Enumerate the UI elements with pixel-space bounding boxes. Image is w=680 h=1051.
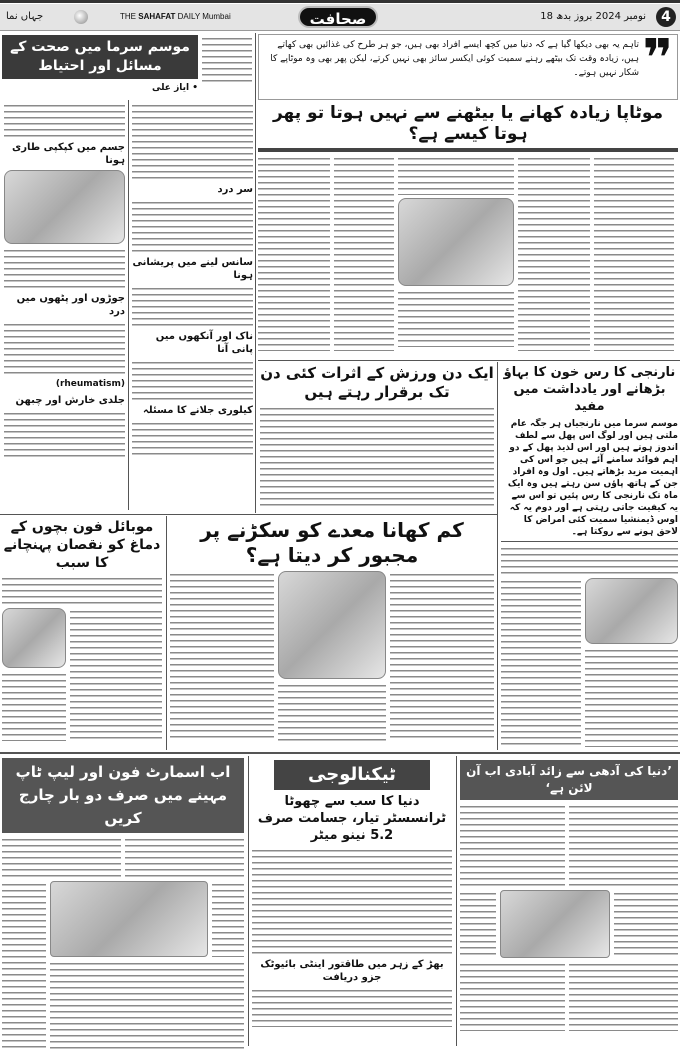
- winter-health-headline: موسم سرما میں صحت کے مسائل اور احتیاط: [2, 35, 198, 79]
- body-text: [569, 803, 678, 887]
- body-text: [501, 578, 581, 748]
- issue-date: 18 نومبر 2024 بروز بدھ: [540, 11, 646, 22]
- body-text: [252, 847, 452, 955]
- body-text: [594, 155, 674, 351]
- technology-label: ٹیکنالوجی: [274, 760, 430, 790]
- winter-column-b: [132, 102, 253, 456]
- online-photo-row: [460, 890, 678, 958]
- subhead: سر درد: [217, 184, 253, 195]
- juice-photo: [585, 578, 678, 644]
- online-bottom: [460, 961, 678, 1031]
- page-number: 4: [656, 7, 676, 27]
- body-text: [278, 682, 386, 741]
- mobile-kids-left: [2, 608, 66, 741]
- body-text: [125, 836, 244, 878]
- obesity-middle: [398, 155, 514, 351]
- column-rule: [255, 33, 256, 513]
- mobile-kids-headline: موبائل فون بچوں کے دماغ کو نقصان پہنچانے کا سبب: [3, 519, 161, 571]
- charging-top: [2, 836, 244, 878]
- body-text: [4, 410, 125, 458]
- body-text: [50, 960, 244, 1051]
- transistor-headline: دنیا کا سب سے چھوٹا ٹرانسسٹر تیار، جسامت صرف 5.2 نینو میٹر: [257, 794, 447, 843]
- paper-suffix: DAILY Mumbai: [177, 12, 231, 21]
- stomach-article: [170, 518, 494, 741]
- body-text: [252, 987, 452, 1027]
- row-rule: [501, 541, 678, 542]
- body-text: [170, 571, 274, 741]
- obesity-headline: موٹاپا زیادہ کھانے یا بیٹھنے سے نہیں ہوتا تو پھر ہوتا کیسے ہے؟: [258, 103, 678, 152]
- subhead: ناک اور آنکھوں میں پانی آنا: [155, 331, 253, 355]
- technology-article: [252, 760, 452, 1027]
- mobile-kids-body: [2, 608, 162, 741]
- subhead: جوڑوں اور پٹھوں میں درد: [16, 293, 125, 317]
- row-rule: [258, 360, 680, 361]
- charging-right: [50, 881, 244, 1051]
- quote-mark-icon: ❞: [642, 29, 673, 89]
- charging-phone-photo: [50, 881, 208, 957]
- right-column-stack: [585, 578, 678, 748]
- subhead: کیلوری جلانے کا مسئلہ: [143, 405, 253, 416]
- column-rule: [497, 362, 498, 750]
- body-text: [132, 359, 253, 401]
- belly-measure-photo: [398, 198, 514, 286]
- kids-phones-photo: [2, 608, 66, 668]
- body-text: [4, 321, 125, 375]
- body-text: [202, 35, 252, 85]
- online-top: [460, 803, 678, 887]
- winter-byline: • ایاز علی: [152, 83, 198, 93]
- winter-column-a: [4, 102, 125, 458]
- paper-name: [120, 12, 231, 21]
- body-text: [460, 803, 565, 887]
- body-text: [132, 102, 253, 180]
- globe-icon: [74, 10, 88, 24]
- orange-headline: نارنجی کا رس خون کا بہاؤ بڑھانے اور یادداشت میں مفید: [503, 365, 676, 414]
- page-header: [0, 4, 680, 31]
- body-text: [585, 647, 678, 747]
- column-rule: [248, 756, 249, 1046]
- body-text: [460, 961, 565, 1031]
- stomach-headline: کم کھانا معدے کو سکڑنے پر مجبور کر دیتا ہے؟: [200, 518, 464, 567]
- orange-article: [501, 364, 678, 748]
- body-text: [4, 247, 125, 289]
- section-name: جہاں نما: [6, 11, 44, 22]
- column-rule: [456, 756, 457, 1046]
- charging-photo-row: [50, 881, 244, 957]
- body-text: [70, 608, 162, 741]
- exercise-headline: ایک دن ورزش کے اثرات کئی دن تک برقرار رہتے ہیں: [260, 364, 494, 401]
- body-text: [2, 575, 162, 605]
- exercise-article: [260, 364, 494, 510]
- charging-headline: اب اسمارٹ فون اور لیپ ٹاپ مہینے میں صرف دو بار چارج کریں: [2, 758, 244, 833]
- body-text: [518, 155, 590, 351]
- body-text: [334, 155, 394, 351]
- obesity-article: [258, 103, 678, 351]
- stomach-ache-photo: [278, 571, 386, 679]
- body-text: [4, 102, 125, 138]
- obesity-body: [258, 155, 678, 351]
- charging-article: [2, 758, 244, 1051]
- row-rule: [0, 752, 680, 754]
- body-text: [132, 420, 253, 456]
- body-text: [2, 836, 121, 878]
- online-article: [460, 760, 678, 1031]
- paper-bold: SAHAFAT: [138, 12, 176, 21]
- body-text: [258, 155, 330, 351]
- charging-body: [2, 881, 244, 1051]
- body-text: [398, 289, 514, 347]
- right-column-body: [501, 578, 678, 748]
- body-text: [2, 881, 46, 1051]
- paper-prefix: THE: [120, 12, 136, 21]
- body-text: [614, 890, 678, 958]
- body-text: [132, 199, 253, 253]
- wasp-venom-subhead: بھڑ کے زہر میں طاقتور اینٹی بائیوٹک جزو دریافت: [260, 959, 444, 983]
- body-text: [569, 961, 678, 1031]
- newspaper-logo: صحافت: [298, 6, 378, 28]
- column-rule: [166, 516, 167, 750]
- column-rule: [128, 100, 129, 510]
- mobile-kids-article: [2, 518, 162, 741]
- stomach-body: [170, 571, 494, 741]
- orange-lead: موسم سرما میں نارنجیاں ہر جگہ عام ملتی ہیں اور لوگ اس پھل سے لطف اندوز ہوتے ہیں اور اس لذیذ پھل کے دو اہم فوائد سامنے آئے ہیں جو اس کی اہمیت مزید بڑھاتے ہیں۔ اول وہ افراد جن کے ہاتھ پاؤں سن رہتے ہیں وہ ایک ماہ تک نارنجی کا رس پئیں تو اس سے یہ کیفیت جاتی رہتی ہے اور دوم یہ کہ اوس ڈیمنشیا سمیت کئی امراض کا لاحق ہونے سے روکتا ہے۔: [507, 419, 678, 537]
- stomach-middle: [278, 571, 386, 741]
- subhead: جلدی خارش اور چبھن: [15, 395, 125, 406]
- row-rule: [0, 514, 497, 515]
- sneezing-person-photo: [4, 170, 125, 244]
- subhead: سانس لینے میں پریشانی ہونا: [132, 257, 253, 281]
- body-text: [398, 155, 514, 195]
- winter-health-head: [2, 35, 198, 94]
- body-text: [212, 881, 244, 957]
- laptop-photo: [500, 890, 610, 958]
- rheumatism-term: (rheumatism): [55, 379, 125, 389]
- body-text: [260, 405, 494, 510]
- body-text: [460, 890, 496, 958]
- pull-quote: تاہم یہ بھی دیکھا گیا ہے کہ دنیا میں کچھ ایسے افراد بھی ہیں، جو ہر طرح کی غذائیں بھی کھاتے ہیں، زیادہ وقت تک بیٹھے رہنے سمیت کوئی ایکسر سائز بھی نہیں کرتے، لیکن پھر بھی وہ موٹاپے کا شکار نہیں ہوتے۔: [270, 40, 639, 78]
- top-rule: [0, 0, 680, 3]
- body-text: [2, 671, 66, 741]
- subhead: جسم میں کپکپی طاری ہونا: [12, 142, 125, 166]
- online-headline: ’دنیا کی آدھی سے زائد آبادی اب آن لائن ہے‘: [460, 760, 678, 800]
- quote-box: [258, 29, 678, 100]
- body-text: [132, 285, 253, 327]
- body-text: [390, 571, 494, 741]
- body-text: [501, 545, 678, 575]
